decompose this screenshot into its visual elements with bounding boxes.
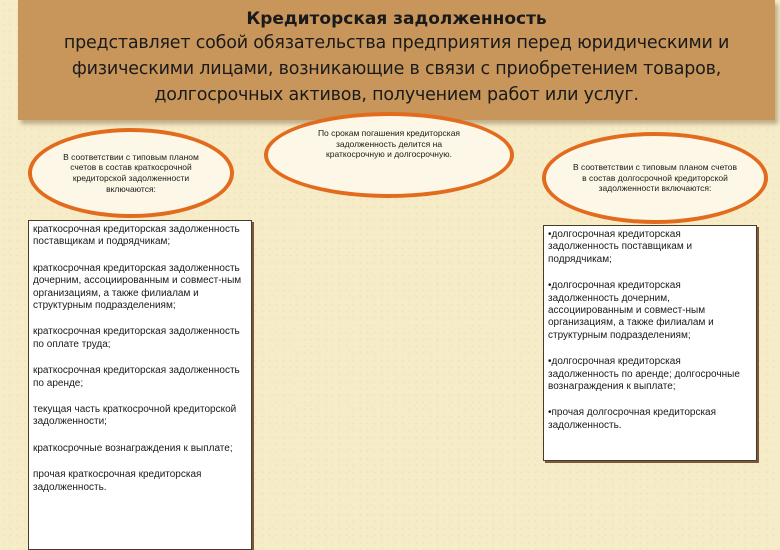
page-title: Кредиторская задолженность [246, 9, 547, 29]
list-item: краткосрочная кредиторская задолженность дочерним, ассоциированным и совмест-ным организациям, а также филиалам и структурным подразделениям; [33, 262, 242, 312]
list-item: •долгосрочная кредиторская задолженность по аренде; долгосрочные вознаграждения к выплате; [548, 356, 740, 393]
short-term-ellipse-text: В соответствии с типовым планом счетов в состав краткосрочной кредиторской задолженности включаются: [63, 151, 199, 194]
long-term-list [543, 225, 757, 461]
list-item: краткосрочная кредиторская задолженность по аренде; [33, 365, 240, 389]
list-item: прочая краткосрочная кредиторская задолженность. [33, 469, 202, 493]
header-banner [18, 0, 775, 120]
list-item: краткосрочная кредиторская задолженность по оплате труда; [33, 326, 240, 350]
long-term-ellipse [542, 132, 768, 224]
short-term-ellipse [28, 128, 234, 218]
short-term-list [28, 220, 252, 550]
long-term-ellipse-text: В соответствии с типовым планом счетов в состав долгосрочной кредиторской задолженности включаются: [572, 162, 738, 194]
maturity-ellipse [264, 112, 514, 198]
list-item: •прочая долгосрочная кредиторская задолженность. [548, 407, 717, 431]
list-item: •долгосрочная кредиторская задолженность поставщикам и подрядчикам; [548, 229, 693, 265]
list-item: •долгосрочная кредиторская задолженность дочерним, ассоциированным и совмест-ным организациям, а также филиалам и структурным подразделениям; [548, 280, 714, 341]
maturity-ellipse-text: По срокам погашения кредиторская задолженность делится на краткосрочную и долгосрочную. [317, 128, 461, 160]
list-item: текущая часть краткосрочной кредиторской задолженности; [33, 404, 237, 428]
list-item: краткосрочные вознаграждения к выплате; [33, 442, 233, 454]
definition-text: представляет собой обязательства предприятия перед юридическими и физическими лицами, возникающие в связи с приобретением товаров, долгосрочных активов, получением работ или услуг. [63, 33, 730, 105]
list-item: краткосрочная кредиторская задолженность поставщикам и подрядчикам; [33, 224, 240, 248]
